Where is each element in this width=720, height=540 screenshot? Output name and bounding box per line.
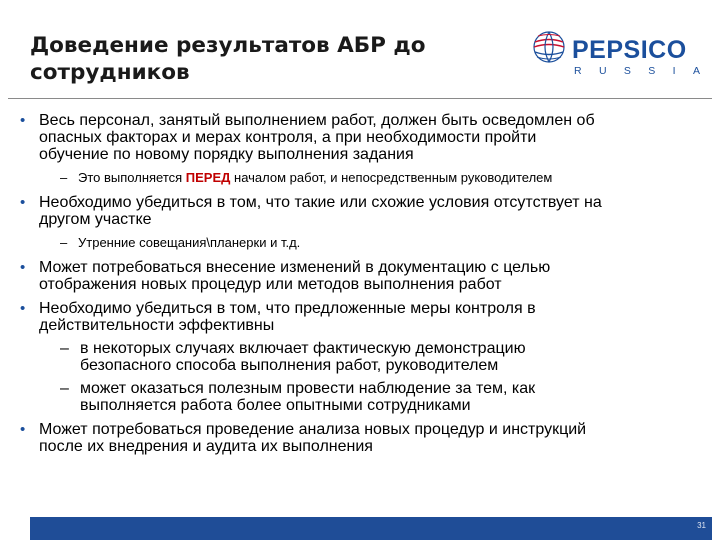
bullet-text-line: Может потребоваться внесение изменений в документацию с целью (39, 259, 551, 276)
bullet-text-line: обучение по новому порядку выполнения задания (39, 146, 414, 163)
slide-title-line-1: Доведение результатов АБР до (30, 33, 426, 58)
sub-bullet-item (0, 235, 720, 251)
sub-bullet-text-line: безопасного способа выполнения работ, руководителем (80, 356, 499, 374)
sub-bullet-item (0, 341, 720, 374)
sub-bullet-text (78, 170, 720, 186)
sub-bullet-text-after: началом работ, и непосредственным руководителем (230, 170, 553, 185)
footer-bar (30, 517, 712, 540)
sub-bullet-text-before: Это выполняется (78, 170, 186, 185)
bullet-text-line: Необходимо убедиться в том, что такие или схожие условия отсутствует на (39, 194, 602, 211)
logo-sub-letter: U (598, 65, 607, 77)
globe-icon (532, 30, 566, 64)
bullet-marker: • (20, 300, 26, 317)
bullet-item (0, 300, 684, 334)
sub-bullet-text-line: выполняется работа более опытными сотрудниками (80, 396, 471, 414)
sub-bullet-item (0, 381, 720, 414)
logo-sub-letter: S (623, 65, 631, 77)
slide-title-line-2: сотрудников (30, 60, 190, 85)
bullet-marker: • (20, 421, 26, 438)
sub-bullet-text-line: в некоторых случаях включает фактическую демонстрацию (80, 340, 526, 357)
dash-marker: – (60, 170, 68, 185)
logo-sub-letter: A (692, 65, 700, 77)
bullet-item (0, 112, 684, 163)
logo-sub-letter: S (648, 65, 656, 77)
bullet-marker: • (20, 259, 26, 276)
bullet-text-line: другом участке (39, 211, 152, 228)
logo-sub-letter: I (672, 65, 676, 77)
sub-bullet-text: Утренние совещания\планерки и т.д. (78, 235, 301, 250)
sub-bullet-text-line: может оказаться полезным провести наблюдение за тем, как (80, 380, 536, 397)
pepsico-russia-logo (532, 22, 702, 80)
bullet-text-line: Необходимо убедиться в том, что предложенные меры контроля в (39, 300, 536, 317)
bullet-item (0, 194, 684, 228)
page-number: 31 (697, 521, 706, 530)
sub-bullet-item (0, 170, 720, 186)
bullet-marker: • (20, 112, 26, 129)
bullet-text-line: после их внедрения и аудита их выполнения (39, 438, 373, 455)
bullet-item (0, 421, 684, 455)
bullet-item (0, 259, 684, 293)
bullet-list (0, 112, 720, 462)
slide-title (30, 32, 500, 86)
bullet-text-line: Может потребоваться проведение анализа новых процедур и инструкций (39, 421, 587, 438)
bullet-text-line: опасных факторах и мерах контроля, а при необходимости пройти (39, 129, 537, 146)
bullet-marker: • (20, 194, 26, 211)
bullet-text-line: Весь персонал, занятый выполнением работ, должен быть осведомлен об (39, 112, 595, 129)
logo-sub-letter: R (574, 65, 582, 77)
logo-brand-text: PEPSICO (572, 36, 687, 64)
dash-marker: – (60, 235, 68, 250)
dash-marker: – (60, 340, 69, 357)
dash-marker: – (60, 380, 69, 397)
bullet-text-line: действительности эффективны (39, 317, 275, 334)
logo-subtitle (574, 65, 700, 77)
title-divider (8, 98, 712, 99)
emphasis-text: ПЕРЕД (185, 170, 231, 185)
bullet-text-line: отображения новых процедур или методов выполнения работ (39, 276, 502, 293)
